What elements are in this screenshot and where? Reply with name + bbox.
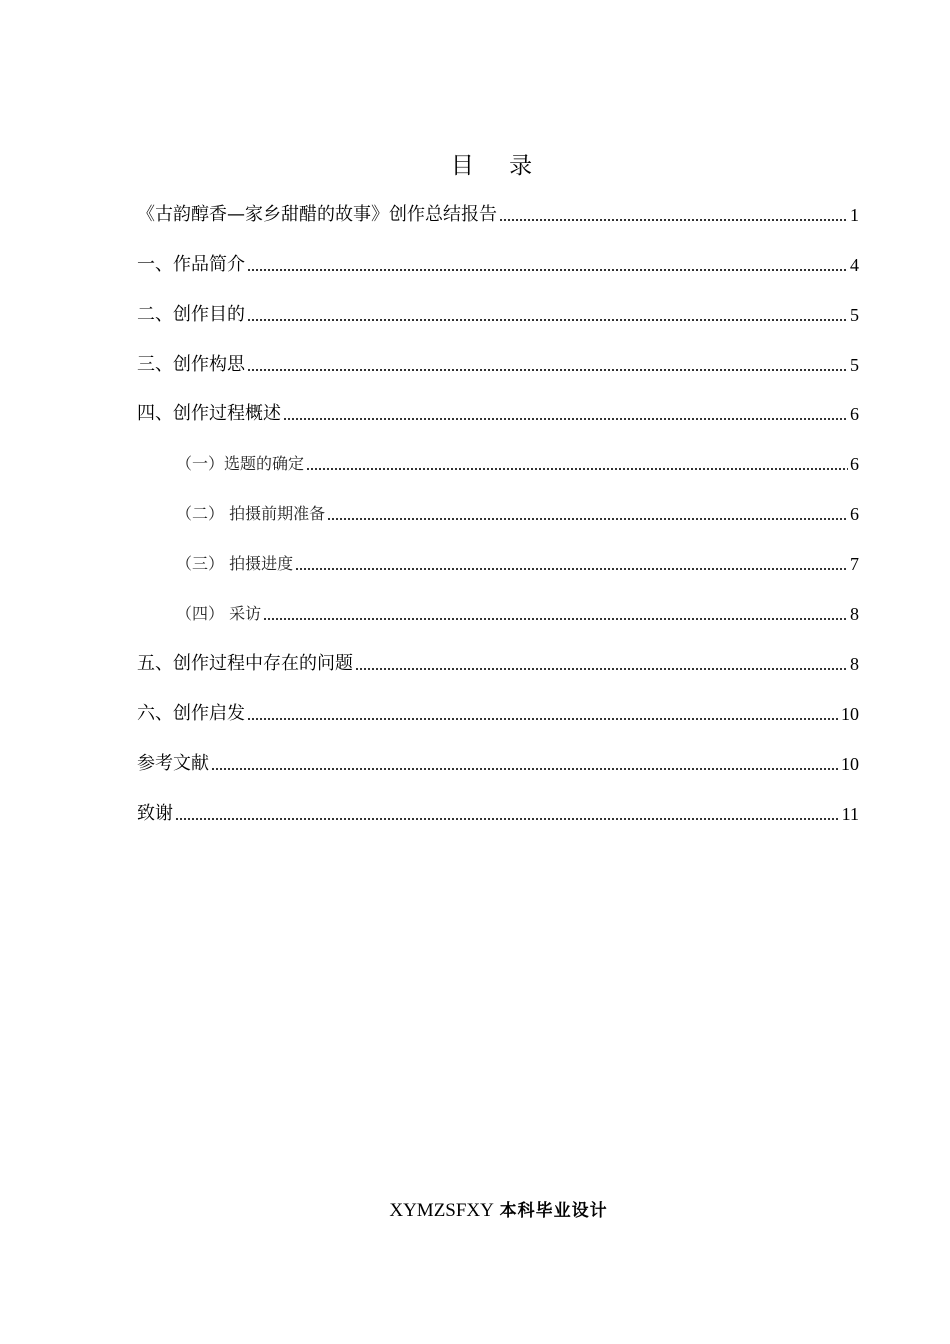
toc-entry-label: 五、创作过程中存在的问题 <box>137 653 353 674</box>
toc-leader-dots <box>247 268 848 272</box>
toc-entry-concept[interactable] <box>137 350 859 378</box>
toc-entry-page: 6 <box>850 504 859 524</box>
toc-entry-page: 1 <box>850 205 859 225</box>
toc-entry-label: 四、创作过程概述 <box>137 403 281 424</box>
toc-subentry-preparation[interactable] <box>176 499 859 527</box>
toc-entry-process[interactable] <box>137 399 859 427</box>
toc-title: 目 录 <box>450 153 547 179</box>
toc-entry-problems[interactable] <box>137 649 859 677</box>
toc-entry-intro[interactable] <box>137 250 859 278</box>
toc-entry-page: 10 <box>841 754 859 774</box>
toc-leader-dots <box>263 617 848 621</box>
toc-entry-page: 5 <box>850 305 859 325</box>
toc-entry-page: 5 <box>850 355 859 375</box>
toc-entry-purpose[interactable] <box>137 300 859 328</box>
toc-subentry-topic[interactable] <box>176 449 859 477</box>
toc-leader-dots <box>499 218 848 222</box>
toc-leader-dots <box>327 517 848 521</box>
toc-leader-dots <box>211 767 839 771</box>
toc-leader-dots <box>283 417 848 421</box>
toc-entry-label: 参考文献 <box>137 753 209 774</box>
toc-leader-dots <box>175 817 840 821</box>
toc-entry-report[interactable] <box>137 200 859 228</box>
toc-entry-page: 4 <box>850 255 859 275</box>
toc-entry-page: 11 <box>841 804 859 824</box>
toc-leader-dots <box>247 368 848 372</box>
toc-entry-references[interactable] <box>137 749 859 777</box>
toc-leader-dots <box>247 318 848 322</box>
toc-entry-page: 6 <box>850 454 859 474</box>
toc-subentry-progress[interactable] <box>176 549 859 577</box>
toc-entry-acknowledgements[interactable] <box>137 799 859 827</box>
toc-entry-label: 六、创作启发 <box>137 703 245 724</box>
toc-subentry-interview[interactable] <box>176 599 859 627</box>
footer-text: 本科毕业设计 <box>499 1201 608 1221</box>
toc-entry-label: 二、创作目的 <box>137 304 245 325</box>
footer-code: XYMZSFXY <box>389 1200 494 1221</box>
toc-entry-label: （二） 拍摄前期准备 <box>176 504 326 523</box>
toc-entry-label: 一、作品简介 <box>137 254 245 275</box>
toc-leader-dots <box>247 717 839 721</box>
toc-leader-dots <box>355 667 848 671</box>
toc-entry-label: （一）选题的确定 <box>176 454 305 473</box>
toc-entry-page: 10 <box>841 704 859 724</box>
toc-entry-page: 8 <box>850 654 859 674</box>
toc-leader-dots <box>306 467 848 471</box>
toc-entry-label: 致谢 <box>137 803 173 824</box>
toc-entry-page: 6 <box>850 404 859 424</box>
toc-leader-dots <box>295 567 848 571</box>
toc-entry-label: 《古韵醇香—家乡甜醋的故事》创作总结报告 <box>137 204 497 225</box>
toc-entry-label: （四） 采访 <box>176 604 262 623</box>
toc-entry-label: （三） 拍摄进度 <box>176 554 294 573</box>
toc-entry-label: 三、创作构思 <box>137 354 245 375</box>
toc-entry-page: 8 <box>850 604 859 624</box>
toc-entry-page: 7 <box>850 554 859 574</box>
toc-entry-inspiration[interactable] <box>137 699 859 727</box>
page-footer <box>0 1198 950 1224</box>
